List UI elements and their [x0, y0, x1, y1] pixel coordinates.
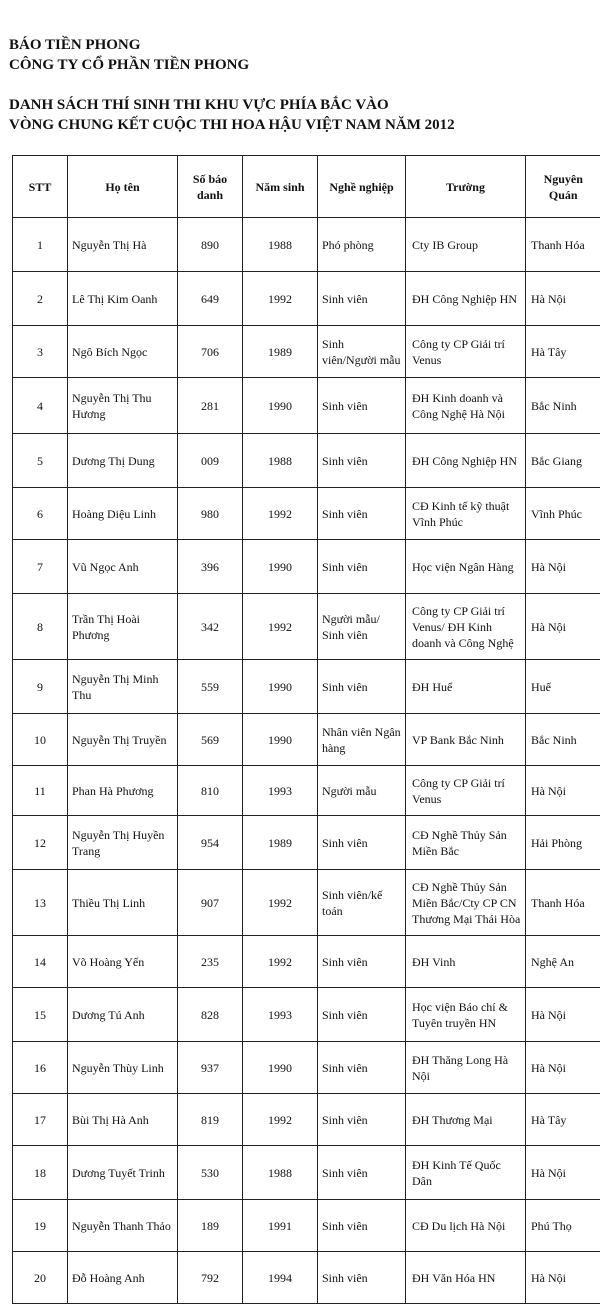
row-number-cell: 11 — [13, 766, 68, 816]
birth-year-cell: 1989 — [243, 326, 318, 378]
school-cell: VP Bank Bắc Ninh — [406, 714, 526, 766]
school-cell: Học viện Ngân Hàng — [406, 540, 526, 594]
row-number-cell: 18 — [13, 1146, 68, 1200]
occupation-cell: Sinh viên — [318, 1094, 406, 1146]
school-cell: ĐH Huế — [406, 660, 526, 714]
occupation-cell: Người mẫu/ Sinh viên — [318, 594, 406, 660]
school-cell: ĐH Thăng Long Hà Nội — [406, 1042, 526, 1094]
candidate-number-cell: 980 — [178, 488, 243, 540]
birth-year-cell: 1992 — [243, 1094, 318, 1146]
column-header-occupation: Nghề nghiệp — [318, 156, 406, 218]
hometown-cell: Nghệ An — [526, 936, 600, 988]
contestant-name-cell: Nguyễn Thanh Thảo — [68, 1200, 178, 1252]
candidate-number-cell: 396 — [178, 540, 243, 594]
row-number-cell: 16 — [13, 1042, 68, 1094]
hometown-cell: Hà Nội — [526, 272, 600, 326]
candidate-number-cell: 810 — [178, 766, 243, 816]
hometown-cell: Hà Nội — [526, 988, 600, 1042]
contestant-name-cell: Phan Hà Phương — [68, 766, 178, 816]
candidate-number-cell: 189 — [178, 1200, 243, 1252]
contestant-name-cell: Ngô Bích Ngọc — [68, 326, 178, 378]
birth-year-cell: 1993 — [243, 988, 318, 1042]
table-row — [13, 936, 600, 988]
hometown-cell: Hà Nội — [526, 594, 600, 660]
occupation-cell: Phó phòng — [318, 218, 406, 272]
table-row — [13, 1200, 600, 1252]
candidate-number-cell: 569 — [178, 714, 243, 766]
occupation-cell: Sinh viên — [318, 1200, 406, 1252]
hometown-cell: Bắc Ninh — [526, 714, 600, 766]
birth-year-cell: 1992 — [243, 272, 318, 326]
publisher-name: BÁO TIỀN PHONG — [9, 35, 455, 55]
row-number-cell: 1 — [13, 218, 68, 272]
candidate-number-cell: 828 — [178, 988, 243, 1042]
table-row — [13, 594, 600, 660]
row-number-cell: 14 — [13, 936, 68, 988]
birth-year-cell: 1990 — [243, 378, 318, 434]
occupation-cell: Sinh viên — [318, 488, 406, 540]
school-cell: CĐ Kinh tế kỹ thuật Vĩnh Phúc — [406, 488, 526, 540]
occupation-cell: Sinh viên/kế toán — [318, 870, 406, 936]
hometown-cell: Hà Tây — [526, 326, 600, 378]
row-number-cell: 7 — [13, 540, 68, 594]
occupation-cell: Sinh viên — [318, 660, 406, 714]
school-cell: ĐH Vinh — [406, 936, 526, 988]
candidate-number-cell: 819 — [178, 1094, 243, 1146]
row-number-cell: 8 — [13, 594, 68, 660]
table-row — [13, 660, 600, 714]
candidate-number-cell: 954 — [178, 816, 243, 870]
table-row — [13, 766, 600, 816]
table-row — [13, 870, 600, 936]
row-number-cell: 20 — [13, 1252, 68, 1304]
contestant-name-cell: Bùi Thị Hà Anh — [68, 1094, 178, 1146]
contestant-name-cell: Dương Thị Dung — [68, 434, 178, 488]
school-cell: ĐH Kinh Tế Quốc Dân — [406, 1146, 526, 1200]
hometown-cell: Hải Phòng — [526, 816, 600, 870]
candidate-number-cell: 281 — [178, 378, 243, 434]
contestant-name-cell: Hoàng Diệu Linh — [68, 488, 178, 540]
birth-year-cell: 1992 — [243, 488, 318, 540]
column-header-stt: STT — [13, 156, 68, 218]
birth-year-cell: 1993 — [243, 766, 318, 816]
occupation-cell: Người mẫu — [318, 766, 406, 816]
occupation-cell: Sinh viên — [318, 434, 406, 488]
birth-year-cell: 1990 — [243, 1042, 318, 1094]
contestant-name-cell: Dương Tuyết Trinh — [68, 1146, 178, 1200]
table-row — [13, 988, 600, 1042]
contestant-name-cell: Nguyễn Thị Minh Thu — [68, 660, 178, 714]
table-row — [13, 540, 600, 594]
hometown-cell: Thanh Hóa — [526, 218, 600, 272]
candidate-number-cell: 937 — [178, 1042, 243, 1094]
row-number-cell: 15 — [13, 988, 68, 1042]
hometown-cell: Bắc Ninh — [526, 378, 600, 434]
hometown-cell: Huế — [526, 660, 600, 714]
contestant-name-cell: Trần Thị Hoài Phương — [68, 594, 178, 660]
school-cell: Công ty CP Giải trí Venus — [406, 326, 526, 378]
contestant-name-cell: Nguyễn Thị Hà — [68, 218, 178, 272]
occupation-cell: Sinh viên — [318, 272, 406, 326]
table-row — [13, 1146, 600, 1200]
candidate-number-cell: 890 — [178, 218, 243, 272]
table-row — [13, 378, 600, 434]
hometown-cell: Hà Tây — [526, 1094, 600, 1146]
row-number-cell: 5 — [13, 434, 68, 488]
occupation-cell: Nhân viên Ngân hàng — [318, 714, 406, 766]
row-number-cell: 10 — [13, 714, 68, 766]
row-number-cell: 3 — [13, 326, 68, 378]
document-title-line-1: DANH SÁCH THÍ SINH THI KHU VỰC PHÍA BẮC VÀO — [9, 95, 455, 115]
occupation-cell: Sinh viên — [318, 1042, 406, 1094]
document-title-line-2: VÒNG CHUNG KẾT CUỘC THI HOA HẬU VIỆT NAM NĂM 2012 — [9, 115, 455, 135]
candidate-number-cell: 907 — [178, 870, 243, 936]
school-cell: CĐ Nghề Thủy Sản Miền Bắc — [406, 816, 526, 870]
school-cell: CĐ Du lịch Hà Nội — [406, 1200, 526, 1252]
column-header-sbd: Số báo danh — [178, 156, 243, 218]
birth-year-cell: 1990 — [243, 540, 318, 594]
row-number-cell: 12 — [13, 816, 68, 870]
contestant-name-cell: Thiều Thị Linh — [68, 870, 178, 936]
school-cell: CĐ Nghề Thủy Sản Miền Bắc/Cty CP CN Thương Mại Thái Hòa — [406, 870, 526, 936]
birth-year-cell: 1988 — [243, 434, 318, 488]
table-row — [13, 1094, 600, 1146]
school-cell: ĐH Thương Mại — [406, 1094, 526, 1146]
hometown-cell: Bắc Giang — [526, 434, 600, 488]
school-cell: ĐH Công Nghiệp HN — [406, 434, 526, 488]
header-spacer — [9, 75, 455, 95]
hometown-cell: Thanh Hóa — [526, 870, 600, 936]
school-cell: Công ty CP Giải trí Venus — [406, 766, 526, 816]
table-row — [13, 434, 600, 488]
contestant-name-cell: Dương Tú Anh — [68, 988, 178, 1042]
contestant-name-cell: Nguyễn Thị Huyền Trang — [68, 816, 178, 870]
contestant-name-cell: Nguyễn Thị Truyền — [68, 714, 178, 766]
birth-year-cell: 1989 — [243, 816, 318, 870]
school-cell: ĐH Công Nghiệp HN — [406, 272, 526, 326]
hometown-cell: Hà Nội — [526, 1042, 600, 1094]
occupation-cell: Sinh viên — [318, 988, 406, 1042]
row-number-cell: 17 — [13, 1094, 68, 1146]
table-row — [13, 1252, 600, 1304]
birth-year-cell: 1994 — [243, 1252, 318, 1304]
birth-year-cell: 1992 — [243, 936, 318, 988]
candidate-number-cell: 009 — [178, 434, 243, 488]
hometown-cell: Hà Nội — [526, 1146, 600, 1200]
contestant-name-cell: Lê Thị Kim Oanh — [68, 272, 178, 326]
row-number-cell: 9 — [13, 660, 68, 714]
hometown-cell: Phú Thọ — [526, 1200, 600, 1252]
birth-year-cell: 1990 — [243, 660, 318, 714]
column-header-school: Trường — [406, 156, 526, 218]
table-row — [13, 218, 600, 272]
table-row — [13, 326, 600, 378]
birth-year-cell: 1992 — [243, 594, 318, 660]
hometown-cell: Hà Nội — [526, 1252, 600, 1304]
column-header-birth-year: Năm sinh — [243, 156, 318, 218]
occupation-cell: Sinh viên — [318, 936, 406, 988]
contestant-name-cell: Võ Hoàng Yến — [68, 936, 178, 988]
row-number-cell: 2 — [13, 272, 68, 326]
row-number-cell: 6 — [13, 488, 68, 540]
birth-year-cell: 1991 — [243, 1200, 318, 1252]
birth-year-cell: 1988 — [243, 1146, 318, 1200]
birth-year-cell: 1988 — [243, 218, 318, 272]
contestant-name-cell: Nguyễn Thùy Linh — [68, 1042, 178, 1094]
table-header-row — [13, 156, 600, 218]
candidate-number-cell: 342 — [178, 594, 243, 660]
contestant-table — [12, 155, 600, 1304]
company-name: CÔNG TY CỔ PHẦN TIỀN PHONG — [9, 55, 455, 75]
occupation-cell: Sinh viên — [318, 540, 406, 594]
contestant-name-cell: Nguyễn Thị Thu Hương — [68, 378, 178, 434]
row-number-cell: 4 — [13, 378, 68, 434]
candidate-number-cell: 530 — [178, 1146, 243, 1200]
school-cell: ĐH Văn Hóa HN — [406, 1252, 526, 1304]
column-header-name: Họ tên — [68, 156, 178, 218]
school-cell: Công ty CP Giải trí Venus/ ĐH Kinh doanh và Công Nghệ — [406, 594, 526, 660]
school-cell: Cty IB Group — [406, 218, 526, 272]
candidate-number-cell: 706 — [178, 326, 243, 378]
table-row — [13, 1042, 600, 1094]
occupation-cell: Sinh viên — [318, 1146, 406, 1200]
table-row — [13, 488, 600, 540]
table-row — [13, 816, 600, 870]
hometown-cell: Hà Nội — [526, 766, 600, 816]
birth-year-cell: 1992 — [243, 870, 318, 936]
candidate-number-cell: 235 — [178, 936, 243, 988]
candidate-number-cell: 792 — [178, 1252, 243, 1304]
candidate-number-cell: 649 — [178, 272, 243, 326]
row-number-cell: 19 — [13, 1200, 68, 1252]
contestant-name-cell: Đỗ Hoàng Anh — [68, 1252, 178, 1304]
hometown-cell: Hà Nội — [526, 540, 600, 594]
hometown-cell: Vĩnh Phúc — [526, 488, 600, 540]
table-row — [13, 714, 600, 766]
document-header — [9, 35, 455, 135]
school-cell: Học viện Báo chí & Tuyên truyền HN — [406, 988, 526, 1042]
candidate-number-cell: 559 — [178, 660, 243, 714]
occupation-cell: Sinh viên — [318, 1252, 406, 1304]
table-row — [13, 272, 600, 326]
school-cell: ĐH Kinh doanh và Công Nghệ Hà Nội — [406, 378, 526, 434]
occupation-cell: Sinh viên/Người mẫu — [318, 326, 406, 378]
contestant-name-cell: Vũ Ngọc Anh — [68, 540, 178, 594]
birth-year-cell: 1990 — [243, 714, 318, 766]
occupation-cell: Sinh viên — [318, 378, 406, 434]
column-header-hometown: Nguyên Quán — [526, 156, 600, 218]
row-number-cell: 13 — [13, 870, 68, 936]
occupation-cell: Sinh viên — [318, 816, 406, 870]
